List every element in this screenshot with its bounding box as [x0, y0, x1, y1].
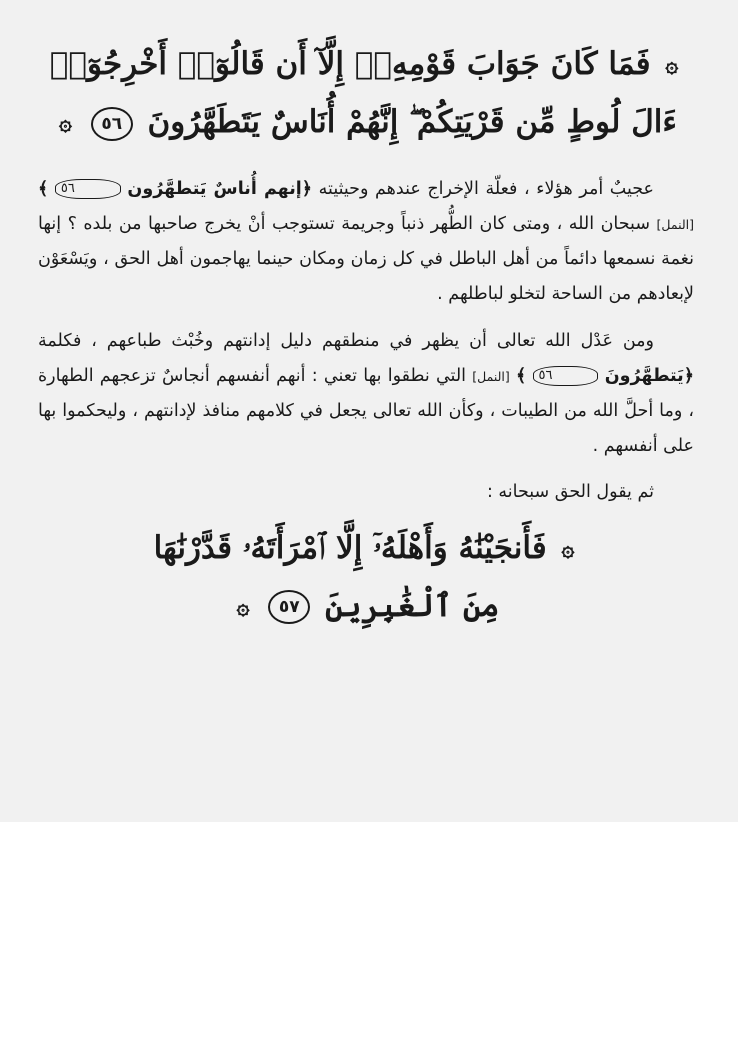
page-content [38, 36, 694, 636]
verse-56-line-2 [38, 94, 694, 152]
paragraph-1-quote-end: ﴾ [38, 179, 49, 199]
paragraph-2-quote: ﴿يَتطهَّرُونَ [604, 365, 694, 386]
verse-56-line-1 [38, 36, 694, 94]
verse-ornament-icon: ۞ [665, 52, 679, 78]
paragraph-1-text-b: سبحان الله ، ومتى كان الطُّهر ذنباً وجريمة تستوجب أنْ يخرج صاحبها من بلده ؟ إنها نغمة نسمعها دائماً من أهل الباطل في كل زمان ومكان حينما يهاجمون أهل الحق ، ويَسْعَوْن لإبعادهم من الساحة لتخلو لباطلهم . [38, 213, 694, 304]
ayah-number-57: ٥٧ [268, 590, 310, 624]
paragraph-1-text-a: عجيبٌ أمر هؤلاء ، فعلّة الإخراج عندهم وحيثيته [318, 179, 654, 199]
verse-ornament-end-icon: ۞ [236, 593, 250, 620]
verse-57 [38, 520, 694, 636]
paragraph-2-text-a: ومن عَدْل الله تعالى أن يظهر في منطقهم دليل إدانتهم وخُبْث طباعهم ، فكلمة [38, 331, 654, 351]
verse-56-line-2-text: ءَالَ لُوطٍ مِّن قَرْيَتِكُمْ ۖ إِنَّهُمْ أُنَاسٌ يَتَطَهَّرُونَ [147, 104, 677, 140]
verse-ornament-end-icon: ۞ [59, 110, 72, 136]
verse-57-line-1 [38, 520, 694, 578]
paragraph-2-ayah-number: ٥٦ [533, 366, 599, 386]
verse-ornament-icon: ۞ [561, 535, 575, 562]
paragraph-1-ayah-number: ٥٦ [55, 179, 121, 199]
paragraph-3-text: ثم يقول الحق سبحانه : [486, 482, 654, 502]
paragraph-1-source: [النمل] [656, 216, 694, 232]
paragraph-2-source: [النمل] [472, 368, 510, 384]
paragraph-1-quote: ﴿إنهم أُناسٌ يَتطهَّرُون [127, 179, 313, 199]
verse-57-line-1-text: فَأَنجَيْنَٰهُ وَأَهْلَهُۥٓ إِلَّا ٱمْرَأَتَهُۥ قَدَّرْنَٰهَا [153, 529, 547, 566]
paragraph-2 [38, 324, 694, 463]
verse-57-line-2 [38, 578, 694, 636]
paragraph-2-text-b: التي نطقوا بها تعني : أنهم أنفسهم أنجاسٌ تزعجهم الطهارة ، وما أحلَّ الله من الطيبات ، وكأن الله تعالى يجعل في كلامهم منافذ لإدانتهم ، وليحكموا بها على أنفسهم . [38, 365, 694, 456]
verse-56 [38, 36, 694, 152]
paragraph-3 [38, 475, 694, 510]
verse-56-line-1-text: فَمَا كَانَ جَوَابَ قَوْمِهِۦٓ إِلَّآ أَن قَالُوٓا۟ أَخْرِجُوٓا۟ [49, 46, 651, 82]
paragraph-2-quote-end: ﴾ [516, 365, 527, 386]
ayah-number-56: ٥٦ [91, 107, 133, 141]
verse-57-line-2-text: مِنَ ٱلْغَٰبِرِينَ [325, 587, 500, 624]
paragraph-1 [38, 172, 694, 311]
